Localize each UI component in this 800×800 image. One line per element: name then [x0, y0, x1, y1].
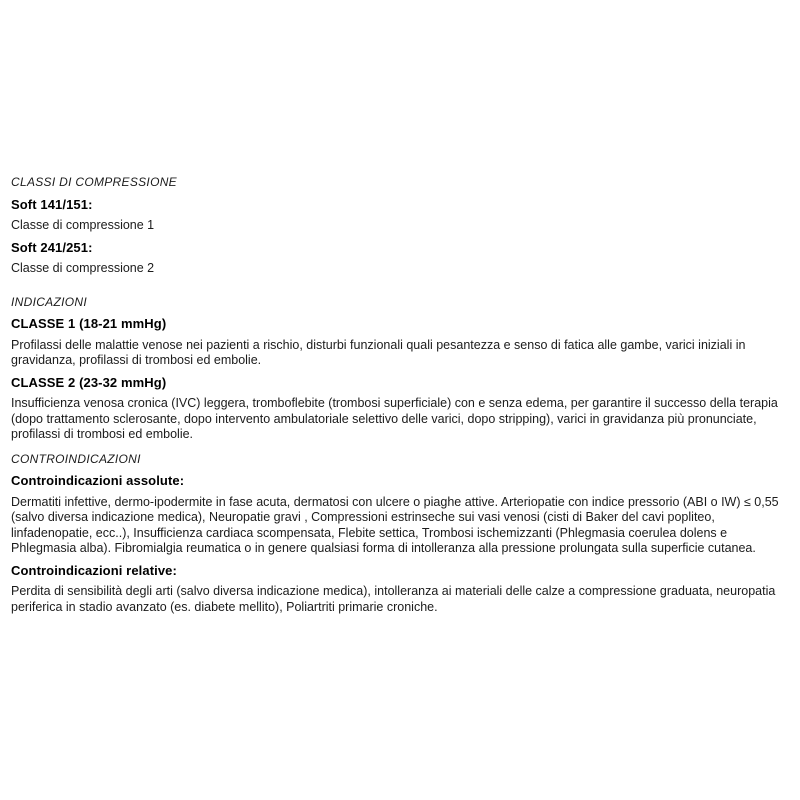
classe-1-paragraph: Profilassi delle malattie venose nei pazienti a rischio, disturbi funzionali quali pesantezza e senso di fatica alle gambe, varici iniziali in gravidanza, profilassi di trombosi ed embolie. [11, 337, 746, 367]
section-controindicazioni [11, 452, 786, 616]
controindicazioni-relative-paragraph: Perdita di sensibilità degli arti (salvo diversa indicazione medica), intolleranza ai materiali delle calze a compressione graduata, neuropatia periferica in stadio avanzato (es. diabete mellito), Poliartriti primarie croniche. [11, 584, 776, 614]
compression-class-1-value: Classe di compressione 1 [11, 218, 155, 232]
classe-1-subheading: CLASSE 1 (18-21 mmHg) [11, 316, 167, 331]
classe-2-subheading: CLASSE 2 (23-32 mmHg) [11, 374, 167, 390]
section-classi-di-compressione [11, 175, 786, 277]
controindicazioni-relative-subheading: Controindicazioni relative: [11, 562, 177, 578]
classe-2-paragraph: Insufficienza venosa cronica (IVC) leggera, tromboflebite (trombosi superficiale) con e senza edema, per garantire il successo della terapia (dopo trattamento sclerosante, dopo intervento ambulatoriale selettivo delle varici, dopo stripping), varici in gravidanza più pronunciate, profilassi di trombosi ed embolie. [11, 396, 778, 441]
product-line-soft-141-151-label: Soft 141/151: [11, 196, 93, 212]
section-indicazioni [11, 295, 786, 443]
controindicazioni-assolute-paragraph: Dermatiti infettive, dermo-ipodermite in fase acuta, dermatosi con ulcere o piaghe attive. Arteriopatie con indice pressorio (ABI o IW) ≤ 0,55 (salvo diversa indicazione medica), Neuropatie gravi , Compressioni estrinseche sui vasi venosi (cisti di Baker del cavi popliteo, linfadenopatie, ecc..), Insufficienza cardiaca scompensata, Flebite settica, Trombosi ischemizzanti (Phlegmasia coerulea dolens e Phlegmasia alba). Fibromialgia reumatica o in genere qualsiasi forma di intolleranza alla pressione prolungata sulla superficie cutanea. [11, 494, 779, 555]
section-heading-classi-di-compressione: CLASSI DI COMPRESSIONE [11, 175, 177, 189]
product-line-soft-241-251-label: Soft 241/251: [11, 239, 93, 255]
controindicazioni-assolute-subheading: Controindicazioni assolute: [11, 473, 185, 488]
section-heading-indicazioni: INDICAZIONI [11, 294, 87, 309]
compression-class-2-value: Classe di compressione 2 [11, 261, 155, 275]
section-heading-controindicazioni: CONTROINDICAZIONI [11, 451, 141, 466]
